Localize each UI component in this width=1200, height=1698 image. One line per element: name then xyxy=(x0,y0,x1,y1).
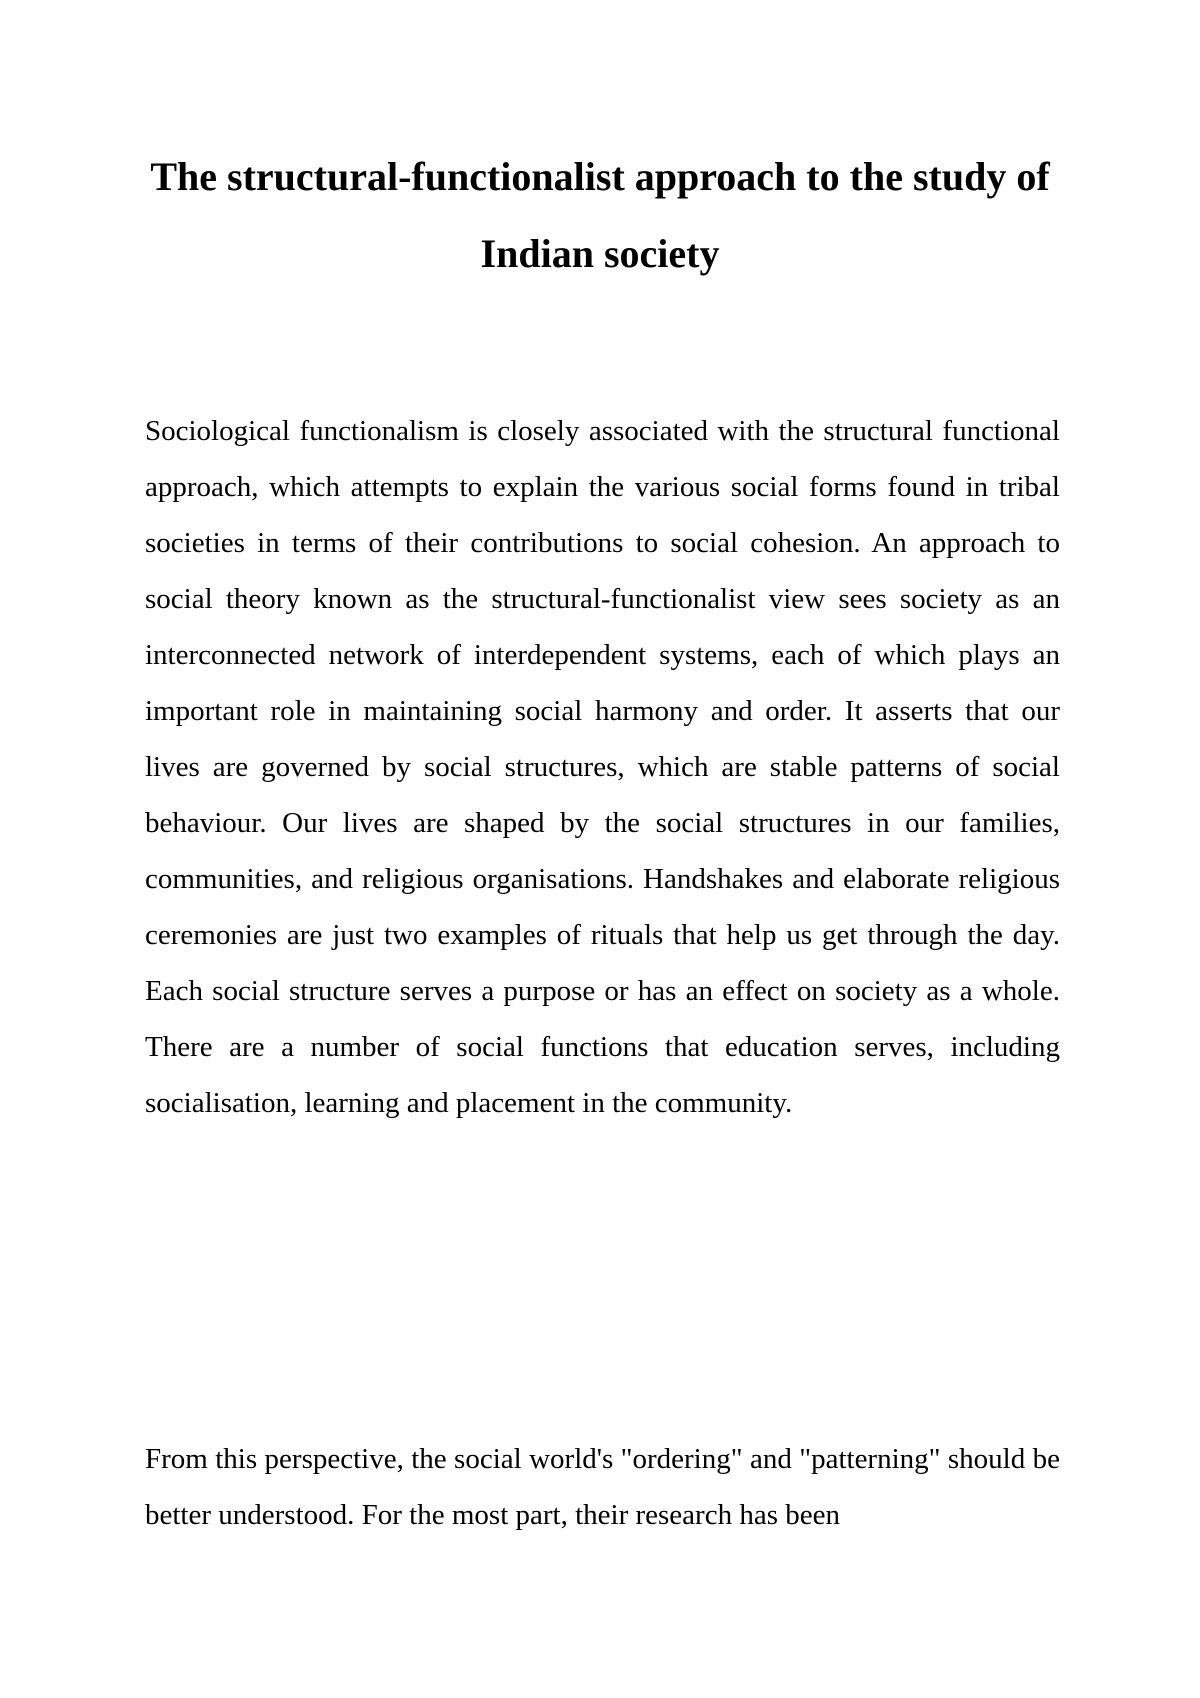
document-title: The structural-functionalist approach to the study of Indian society xyxy=(150,154,1050,276)
body-paragraph-1: Sociological functionalism is closely associated with the structural functional approach, which attempts to explain the various social forms found in tribal societies in terms of their contributions to social cohesion. An approach to social theory known as the structural-functionalist view sees society as an interconnected network of interdependent systems, each of which plays an important role in maintaining social harmony and order. It asserts that our lives are governed by social structures, which are stable patterns of social behaviour. Our lives are shaped by the social structures in our families, communities, and religious organisations. Handshakes and elaborate religious ceremonies are just two examples of rituals that help us get through the day. Each social structure serves a purpose or has an effect on society as a whole. There are a number of social functions that education serves, including socialisation, learning and placement in the community. xyxy=(145,415,1060,1119)
body-paragraph-2: From this perspective, the social world's "ordering" and "patterning" should be better understood. For the most part, their research has been xyxy=(145,1443,1060,1531)
